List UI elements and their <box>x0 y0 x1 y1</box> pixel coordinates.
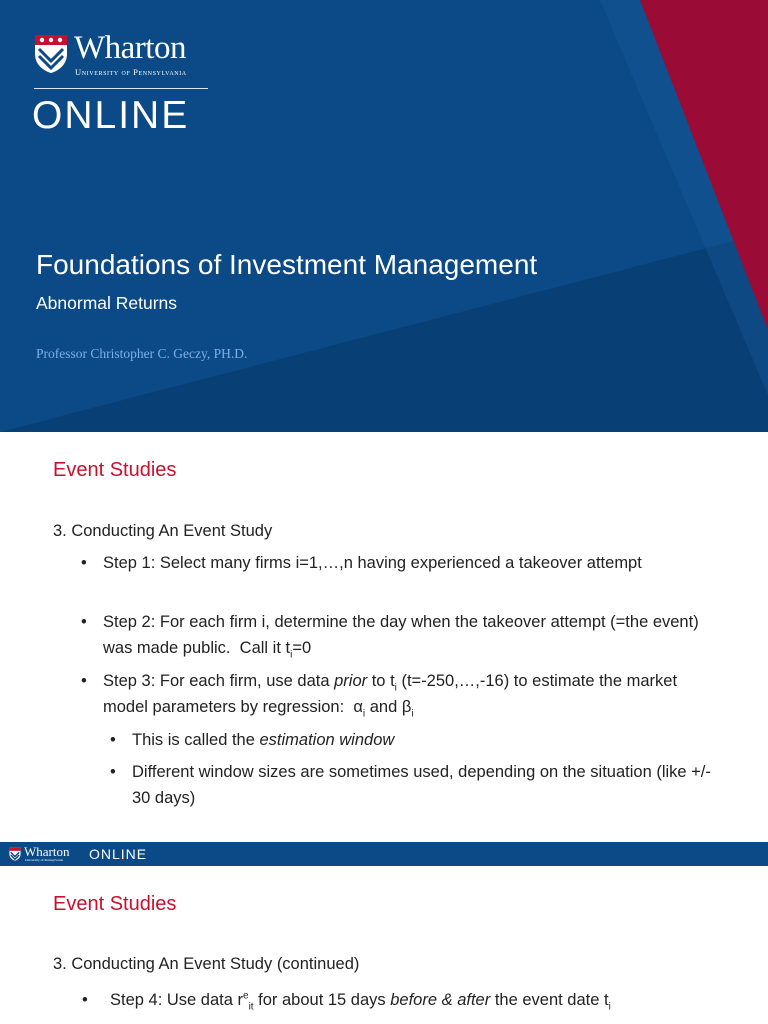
bullet-dot: • <box>82 991 88 1009</box>
footer-wharton-wordmark: Wharton <box>24 844 70 859</box>
title-slide <box>0 0 768 432</box>
sub-bullet-window-sizes: • Different window sizes are sometimes used, depending on the situation (like +/- 30 days) <box>132 759 722 811</box>
penn-shield-icon <box>9 847 21 861</box>
online-wordmark: ONLINE <box>32 94 190 137</box>
slide-heading: Event Studies <box>53 893 177 915</box>
bullet-step-4: • Step 4: Use data $r^e_{it}$ for about 15 days before & after the event date $t_i$ <box>110 987 750 1013</box>
footer-university-name: University of Pennsylvania <box>25 858 64 862</box>
wharton-wordmark: Wharton <box>74 30 186 66</box>
logo-divider <box>34 88 208 89</box>
wharton-online-footer-bar <box>0 842 768 866</box>
bullet-step-2: • Step 2: For each firm i, determine the day when the takeover attempt (=the event) was made public. Call it $t_i=0$ <box>103 609 723 661</box>
bullet-dot: • <box>110 731 116 749</box>
professor-name: Professor Christopher C. Geczy, PH.D. <box>36 346 248 361</box>
footer-online-wordmark: ONLINE <box>89 846 148 862</box>
content-slide-event-studies-continued <box>0 866 768 1024</box>
numbered-item-3: 3. Conducting An Event Study <box>53 522 273 540</box>
penn-shield-icon <box>34 34 68 74</box>
university-name: University of Pennsylvania <box>75 67 187 77</box>
bullet-dot: • <box>81 554 87 572</box>
lecture-subtitle: Abnormal Returns <box>36 293 178 313</box>
bullet-step-1: • Step 1: Select many firms i=1,…,n having experienced a takeover attempt <box>103 550 723 576</box>
sub-bullet-estimation-window: • This is called the estimation window <box>132 727 722 753</box>
numbered-item-3-continued: 3. Conducting An Event Study (continued) <box>53 955 360 973</box>
content-slide-event-studies <box>0 432 768 842</box>
course-title: Foundations of Investment Management <box>36 249 538 280</box>
bullet-dot: • <box>110 763 116 781</box>
bullet-dot: • <box>81 672 87 690</box>
bullet-dot: • <box>81 613 87 631</box>
slide-heading: Event Studies <box>53 459 177 481</box>
bullet-step-3: • Step 3: For each firm, use data prior to $t_i$ (t=-250,…,-16) to estimate the market model parameters by regression: $\alpha_i$ and $\beta_i$ <box>103 668 723 720</box>
